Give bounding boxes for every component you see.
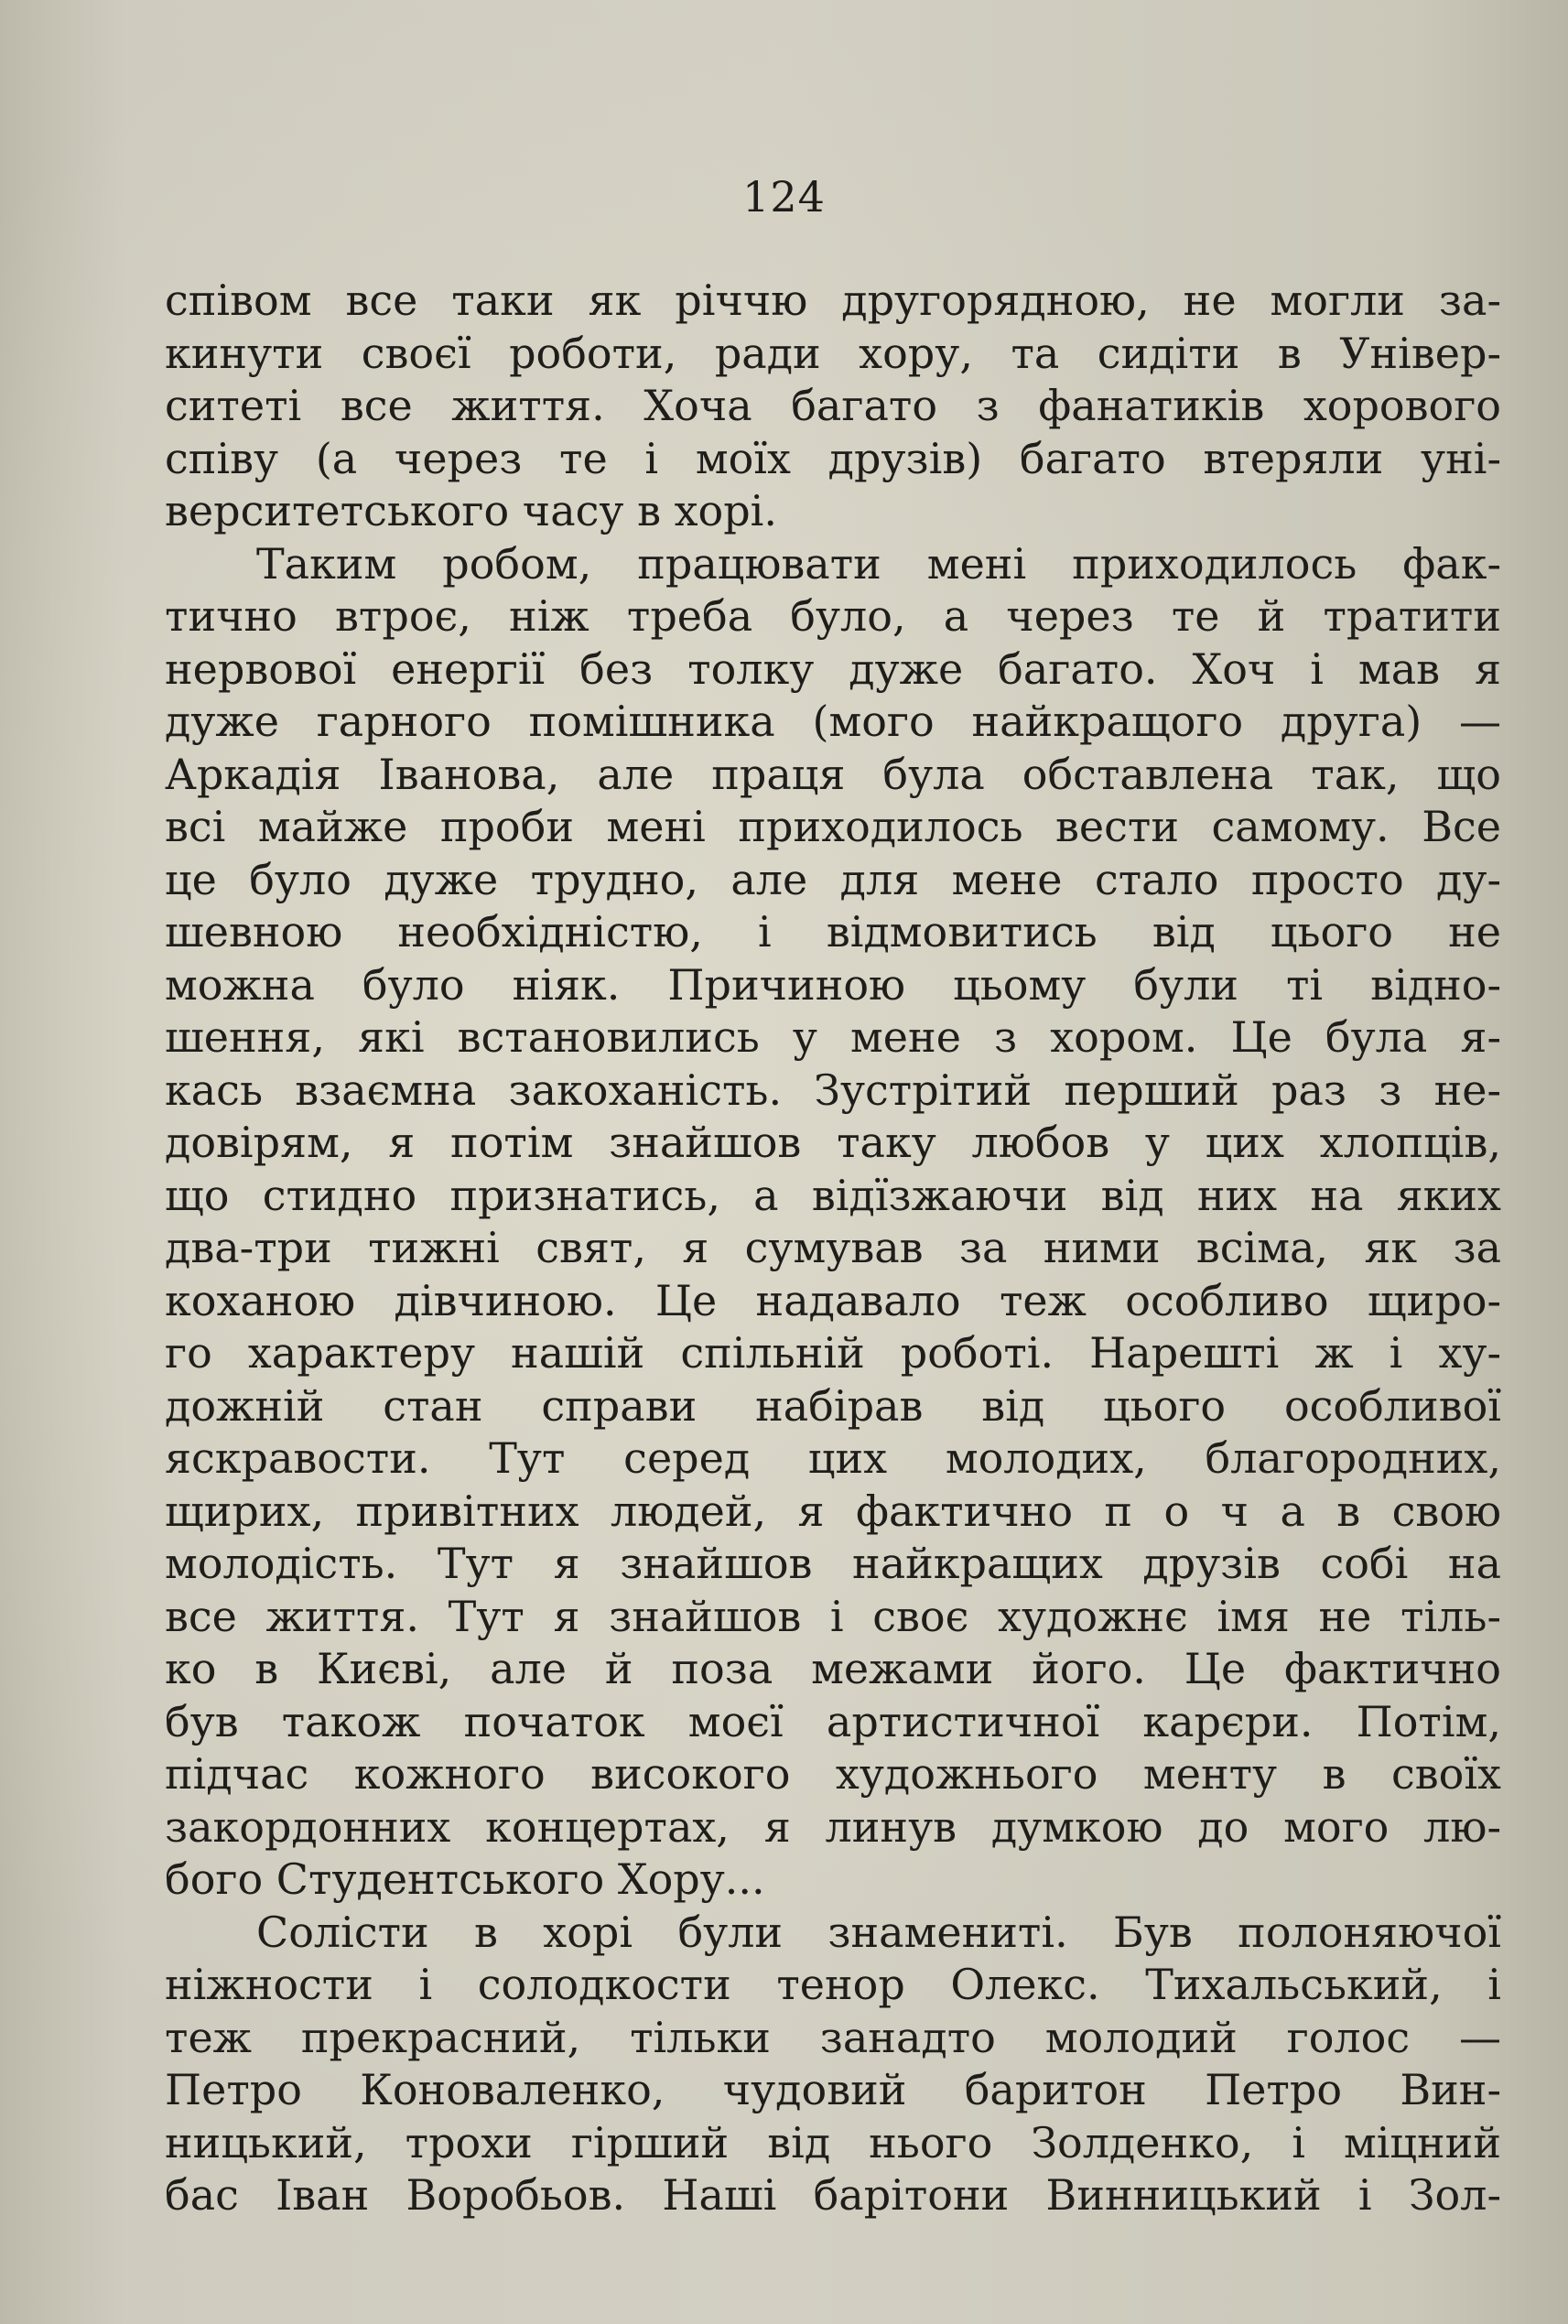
text-line: підчас кожного високого художнього менту в своїх bbox=[165, 1749, 1501, 1799]
text-line: теж прекрасний, тільки занадто молодий голос — bbox=[165, 2012, 1501, 2062]
body-text bbox=[165, 275, 1501, 2222]
text-line: дуже гарного помішника (мого найкращого друга) — bbox=[165, 697, 1501, 746]
text-line: закордонних концертах, я линув думкою до мого лю- bbox=[165, 1801, 1501, 1852]
text-line: щирих, привітних людей, я фактично п о ч а в свою bbox=[165, 1486, 1501, 1536]
text-line: ніжности і солодкости тенор Олекс. Тихальський, і bbox=[165, 1960, 1501, 2009]
text-line: можна було ніяк. Причиною цьому були ті відно- bbox=[165, 959, 1501, 1010]
text-line: верситетського часу в хорі. bbox=[165, 486, 777, 535]
text-line: кинути своєї роботи, ради хору, та сидіти в Універ- bbox=[165, 328, 1501, 378]
text-line: ко в Києві, але й поза межами його. Це фактично bbox=[165, 1644, 1501, 1693]
text-line: це було дуже трудно, але для мене стало просто ду- bbox=[165, 854, 1501, 904]
text-line: Таким робом, працювати мені приходилось фак- bbox=[256, 538, 1501, 589]
text-line: співом все таки як річчю другорядною, не могли за- bbox=[165, 276, 1501, 325]
text-line: нервової енергії без толку дуже багато. Хоч і мав я bbox=[165, 643, 1501, 694]
text-line: ницький, трохи гірший від нього Золденко, і міцний bbox=[165, 2117, 1501, 2167]
page-number: 124 bbox=[742, 172, 826, 222]
text-line: кась взаємна закоханість. Зустрітий перший раз з не- bbox=[165, 1065, 1501, 1115]
text-line: го характеру нашій спільній роботі. Нарешті ж і ху- bbox=[165, 1328, 1501, 1378]
text-line: був також початок моєї артистичної карєри. Потім, bbox=[165, 1696, 1501, 1746]
text-line: співу (а через те і моїх друзів) багато втеряли уні- bbox=[165, 433, 1501, 483]
text-line: тично втроє, ніж треба було, а через те й тратити bbox=[165, 591, 1501, 641]
paragraph bbox=[165, 275, 1501, 538]
text-line: Петро Коноваленко, чудовий баритон Петро Вин- bbox=[165, 2065, 1501, 2114]
text-line: Солісти в хорі були знамениті. Був полоняючої bbox=[256, 1907, 1501, 1957]
text-line: Аркадія Іванова, але праця була обставлена так, що bbox=[165, 749, 1501, 799]
text-line: довірям, я потім знайшов таку любов у цих хлопців, bbox=[165, 1118, 1501, 1167]
text-line: два-три тижні свят, я сумував за ними всіма, як за bbox=[165, 1223, 1501, 1272]
text-line: шевною необхідністю, і відмовитись від цього не bbox=[165, 907, 1501, 957]
paragraph bbox=[165, 538, 1501, 1907]
text-line: яскравости. Тут серед цих молодих, благородних, bbox=[165, 1433, 1501, 1483]
text-line: все життя. Тут я знайшов і своє художнє імя не тіль- bbox=[165, 1591, 1501, 1641]
text-line: бого Студентського Хору... bbox=[165, 1854, 765, 1904]
text-line: бас Іван Воробьов. Наші барітони Винницький і Зол- bbox=[165, 2170, 1501, 2220]
text-line: ситеті все життя. Хоча багато з фанатиків хорового bbox=[165, 381, 1501, 430]
text-line: молодість. Тут я знайшов найкращих друзів собі на bbox=[165, 1539, 1501, 1588]
text-line: всі майже проби мені приходилось вести самому. Все bbox=[165, 802, 1501, 851]
text-line: що стидно признатись, а відїзжаючи від них на яких bbox=[165, 1170, 1501, 1220]
text-line: дожній стан справи набірав від цього особливої bbox=[165, 1380, 1501, 1431]
paragraph bbox=[165, 1907, 1501, 2222]
text-line: коханою дівчиною. Це надавало теж особливо щиро- bbox=[165, 1275, 1501, 1325]
text-line: шення, які встановились у мене з хором. Це була я- bbox=[165, 1012, 1501, 1062]
